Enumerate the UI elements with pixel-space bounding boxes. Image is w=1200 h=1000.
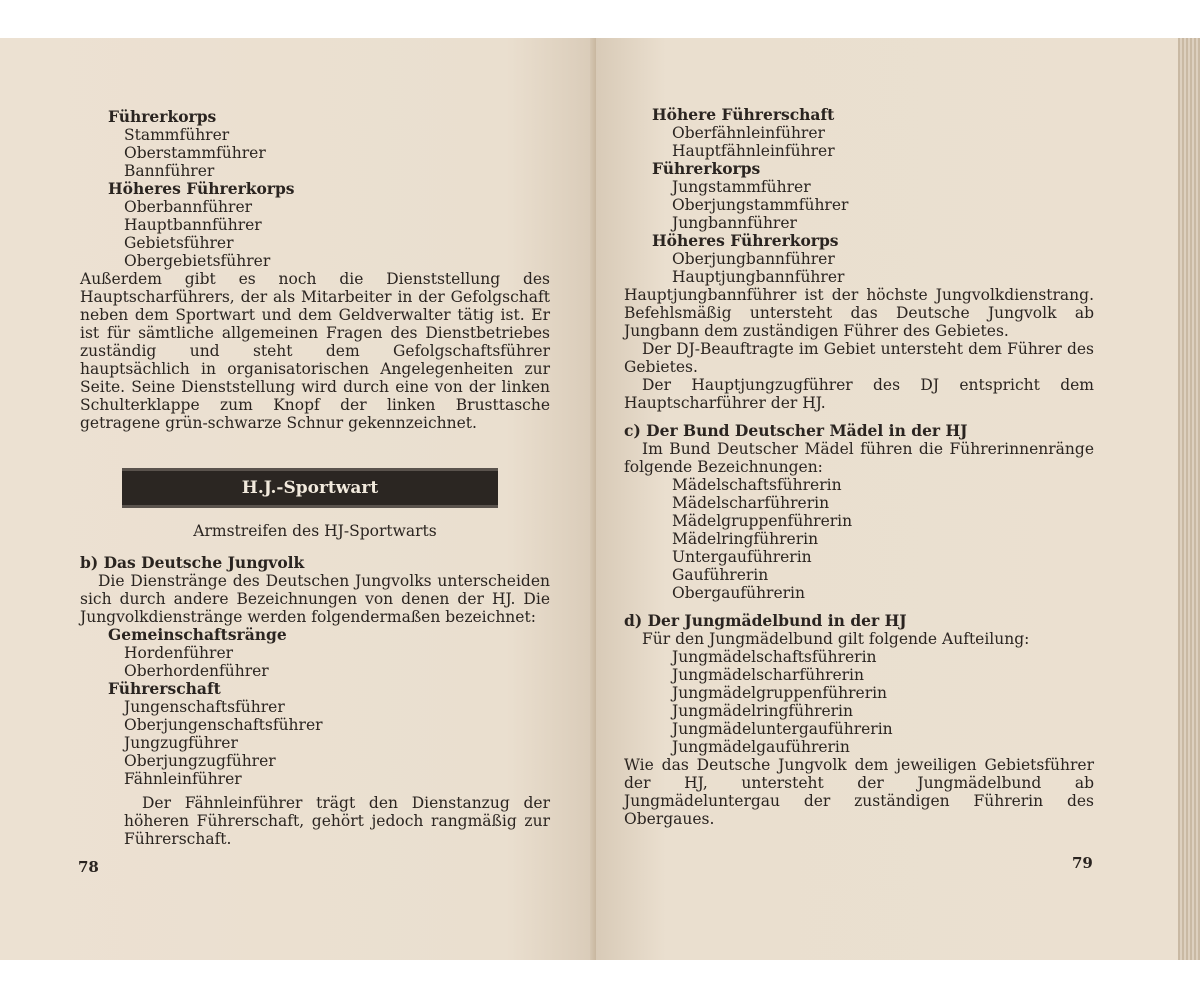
rank-item: Stammführer (124, 126, 230, 144)
rank-item: Jungenschaftsführer (124, 698, 285, 716)
paragraph: Der Hauptjungzugführer des DJ entspricht dem Hauptscharführer der HJ. (624, 376, 1094, 412)
right-page-content (624, 106, 1094, 828)
page-number: 79 (1072, 854, 1093, 872)
group-title: Führerkorps (108, 107, 217, 126)
paragraph: Hauptjungbannführer ist der höchste Jungvolkdienstrang. Befehlsmäßig untersteht das Deutsche Jungvolk ab Jungbann dem zuständigen Führer des Gebietes. (624, 286, 1094, 340)
group-title: Höheres Führerkorps (108, 179, 295, 198)
rank-item: Mädelringführerin (672, 530, 819, 548)
section-heading: b) Das Deutsche Jungvolk (80, 553, 305, 572)
group-title: Höhere Führerschaft (652, 105, 835, 124)
rank-item: Hordenführer (124, 644, 234, 662)
rank-item: Jungbannführer (672, 214, 797, 232)
group-title: Höheres Führerkorps (652, 231, 839, 250)
sportwart-armband-image (122, 468, 498, 508)
rank-item: Jungstammführer (672, 178, 811, 196)
rank-item: Hauptfähnleinführer (672, 142, 835, 160)
rank-item: Jungmädelschaftsführerin (672, 648, 877, 666)
rank-item: Oberjungstammführer (672, 196, 849, 214)
rank-item: Jungmädelgruppenführerin (672, 684, 888, 702)
rank-item: Oberstammführer (124, 144, 266, 162)
paragraph: Für den Jungmädelbund gilt folgende Aufteilung: (642, 630, 1030, 648)
paragraph: Außerdem gibt es noch die Dienststellung des Hauptscharführers, der als Mitarbeiter in der Gefolgschaft neben dem Sportwart und dem Geldverwalter tätig ist. Er ist für sämtliche allgemeinen Fragen des Dienstbetriebes zuständig und steht dem Gefolgschaftsführer hauptsächlich in organisatorischen Angelegenheiten zur Seite. Seine Dienststellung wird durch eine von der linken Schulterklappe zum Knopf der linken Brusttasche getragene grün-schwarze Schnur gekennzeichnet. (80, 270, 550, 432)
rank-item: Oberjungbannführer (672, 250, 835, 268)
right-page (596, 38, 1178, 960)
paragraph: Der DJ-Beauftragte im Gebiet untersteht dem Führer des Gebietes. (624, 340, 1094, 376)
group-title: Gemeinschaftsränge (108, 625, 287, 644)
rank-item: Mädelscharführerin (672, 494, 830, 512)
left-page (0, 38, 596, 960)
rank-item: Fähnleinführer (124, 770, 242, 788)
paragraph: Die Dienstränge des Deutschen Jungvolks unterscheiden sich durch andere Bezeichnungen von denen der HJ. Die Jungvolkdienstränge werden folgendermaßen bezeichnet: (80, 572, 550, 626)
page-stack-edge (1178, 38, 1200, 960)
rank-item: Gauführerin (672, 566, 769, 584)
rank-item: Untergauführerin (672, 548, 812, 566)
rank-item: Oberbannführer (124, 198, 253, 216)
image-caption: Armstreifen des HJ-Sportwarts (193, 522, 437, 540)
paragraph: Im Bund Deutscher Mädel führen die Führerinnenränge folgende Bezeichnungen: (624, 440, 1094, 476)
rank-item: Oberjungzugführer (124, 752, 276, 770)
rank-item: Jungmädelscharführerin (672, 666, 864, 684)
rank-item: Bannführer (124, 162, 215, 180)
open-book (0, 38, 1200, 960)
rank-item: Jungmädelringführerin (672, 702, 853, 720)
rank-item: Jungmädelgauführerin (672, 738, 850, 756)
section-heading: c) Der Bund Deutscher Mädel in der HJ (624, 421, 968, 440)
rank-item: Obergebietsführer (124, 252, 271, 270)
banner-text: H.J.-Sportwart (241, 478, 379, 498)
page-number: 78 (78, 858, 99, 876)
rank-item: Jungmädeluntergauführerin (672, 720, 893, 738)
rank-item: Mädelschaftsführerin (672, 476, 842, 494)
rank-item: Hauptbannführer (124, 216, 262, 234)
rank-item: Obergauführerin (672, 584, 805, 602)
rank-item: Oberjungenschaftsführer (124, 716, 323, 734)
rank-item: Jungzugführer (124, 734, 238, 752)
paragraph: Der Fähnleinführer trägt den Dienstanzug der höheren Führerschaft, gehört jedoch rangmäßig zur Führerschaft. (124, 794, 550, 848)
group-title: Führerkorps (652, 159, 761, 178)
rank-item: Hauptjungbannführer (672, 268, 845, 286)
rank-item: Gebietsführer (124, 234, 234, 252)
rank-item: Mädelgruppenführerin (672, 512, 853, 530)
rank-item: Oberhordenführer (124, 662, 269, 680)
left-page-content (80, 108, 550, 848)
paragraph: Wie das Deutsche Jungvolk dem jeweiligen Gebietsführer der HJ, untersteht der Jungmädelbund ab Jungmädeluntergau der zuständigen Führerin des Obergaues. (624, 756, 1094, 828)
group-title: Führerschaft (108, 679, 221, 698)
rank-item: Oberfähnleinführer (672, 124, 825, 142)
section-heading: d) Der Jungmädelbund in der HJ (624, 611, 907, 630)
